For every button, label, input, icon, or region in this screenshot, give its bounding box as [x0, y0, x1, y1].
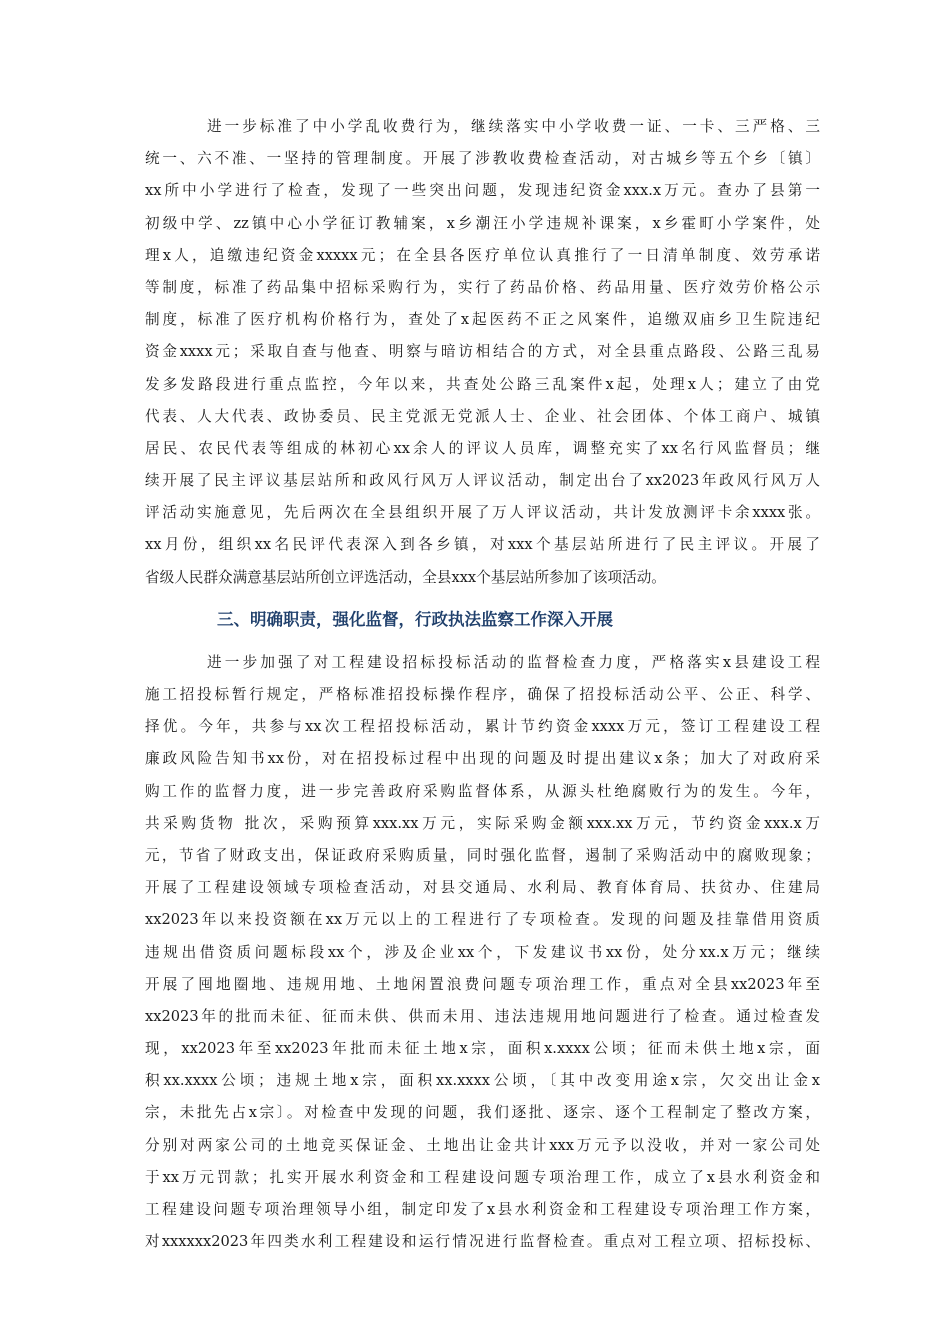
- text-line: 对xxxxxx2023年四类水利工程建设和运行情况进行监督检查。重点对工程立项、招标投标、: [145, 1233, 820, 1251]
- text-line: 续开展了民主评议基层站所和政风行风万人评议活动，制定出台了xx2023年政风行风万人: [145, 472, 820, 490]
- text-line: 代表、人大代表、政协委员、民主党派无党派人士、企业、社会团体、个体工商户、城镇: [145, 407, 820, 425]
- text-line: xx所中小学进行了检查，发现了一些突出问题，发现违纪资金xxx.x万元。查办了县第一: [145, 182, 820, 200]
- document-body: [145, 111, 820, 1258]
- text-line: 于xx万元罚款；扎实开展水利资金和工程建设问题专项治理工作，成立了x县水利资金和: [145, 1168, 820, 1186]
- text-line: 发多发路段进行重点监控，今年以来，共查处公路三乱案件x起，处理x人；建立了由党: [145, 375, 820, 393]
- text-line: 积xx.xxxx公顷；违规土地x宗，面积xx.xxxx公顷，〔其中改变用途x宗，欠交出让金x: [145, 1072, 820, 1090]
- text-line: 理x人，追缴违纪资金xxxxx元；在全县各医疗单位认真推行了一日清单制度、效劳承诺: [145, 246, 820, 264]
- text-line: 初级中学、zz镇中心小学征订教辅案，x乡潮汪小学违规补课案，x乡霍町小学案件，处: [145, 214, 820, 232]
- text-line: 居民、农民代表等组成的林初心xx余人的评议人员库，调整充实了xx名行风监督员；继: [145, 439, 820, 457]
- text-line: 廉政风险告知书xx份，对在招投标过程中出现的问题及时提出建议x条；加大了对政府采: [145, 750, 820, 768]
- paragraph-price-regulation: [145, 111, 820, 594]
- text-line: 宗，未批先占x宗〕。对检查中发现的问题，我们逐批、逐宗、逐个工程制定了整改方案，: [145, 1104, 820, 1122]
- text-line: 违规出借资质问题标段xx个，涉及企业xx个，下发建议书xx份，处分xx.x万元；继续: [145, 943, 820, 961]
- text-line: 统一、六不准、一坚持的管理制度。开展了涉教收费检查活动，对古城乡等五个乡〔镇〕: [145, 150, 820, 168]
- text-line: 分别对两家公司的土地竞买保证金、土地出让金共计xxx万元予以没收，并对一家公司处: [145, 1136, 820, 1154]
- text-line: 省级人民群众满意基层站所创立评选活动，全县xxx个基层站所参加了该项活动。: [145, 568, 666, 586]
- paragraph-administrative-supervision: [145, 647, 820, 1259]
- text-line: 进一步标准了中小学乱收费行为，继续落实中小学收费一证、一卡、三严格、三: [207, 118, 820, 135]
- text-line: 购工作的监督力度，进一步完善政府采购监督体系，从源头杜绝腐败行为的发生。今年，: [145, 782, 820, 800]
- text-line: 评活动实施意见，先后两次在全县组织开展了万人评议活动，共计发放测评卡余xxxx张。: [145, 504, 820, 522]
- text-line: 开展了工程建设领域专项检查活动，对县交通局、水利局、教育体育局、扶贫办、住建局: [145, 879, 820, 897]
- text-line: 择优。今年，共参与xx次工程招投标活动，累计节约资金xxxx万元，签订工程建设工程: [145, 718, 820, 736]
- text-line: xx月份，组织xx名民评代表深入到各乡镇，对xxx个基层站所进行了民主评议。开展了: [145, 536, 820, 554]
- section-heading-3: 三、明确职责，强化监督，行政执法监察工作深入开展: [217, 609, 613, 629]
- text-line: xx2023年以来投资额在xx万元以上的工程进行了专项检查。发现的问题及挂靠借用资质: [145, 911, 820, 929]
- text-line: 资金xxxx元；采取自查与他查、明察与暗访相结合的方式，对全县重点路段、公路三乱易: [145, 343, 820, 361]
- text-line: xx2023年的批而未征、征而未供、供而未用、违法违规用地问题进行了检查。通过检查发: [145, 1007, 820, 1025]
- text-line: 共采购货物 批次，采购预算xxx.xx万元，实际采购金额xxx.xx万元，节约资金xxx.x万: [145, 814, 820, 832]
- text-line: 施工招投标暂行规定，严格标准招投标操作程序，确保了招投标活动公平、公正、科学、: [145, 686, 820, 703]
- text-line: 开展了囤地圈地、违规用地、土地闲置浪费问题专项治理工作，重点对全县xx2023年至: [145, 975, 820, 993]
- text-line: 制度，标准了医疗机构价格行为，查处了x起医药不正之风案件，追缴双庙乡卫生院违纪: [145, 311, 820, 329]
- text-line: 等制度，标准了药品集中招标采购行为，实行了药品价格、药品用量、医疗效劳价格公示: [145, 278, 820, 296]
- text-line: 进一步加强了对工程建设招标投标活动的监督检查力度，严格落实x县建设工程: [207, 653, 820, 671]
- text-line: 现，xx2023年至xx2023年批而未征土地x宗，面积x.xxxx公顷；征而未供土地x宗，面: [145, 1040, 820, 1058]
- text-line: 工程建设问题专项治理领导小组，制定印发了x县水利资金和工程建设专项治理工作方案，: [145, 1201, 820, 1218]
- text-line: 元，节省了财政支出，保证政府采购质量，同时强化监督，遏制了采购活动中的腐败现象；: [145, 846, 820, 864]
